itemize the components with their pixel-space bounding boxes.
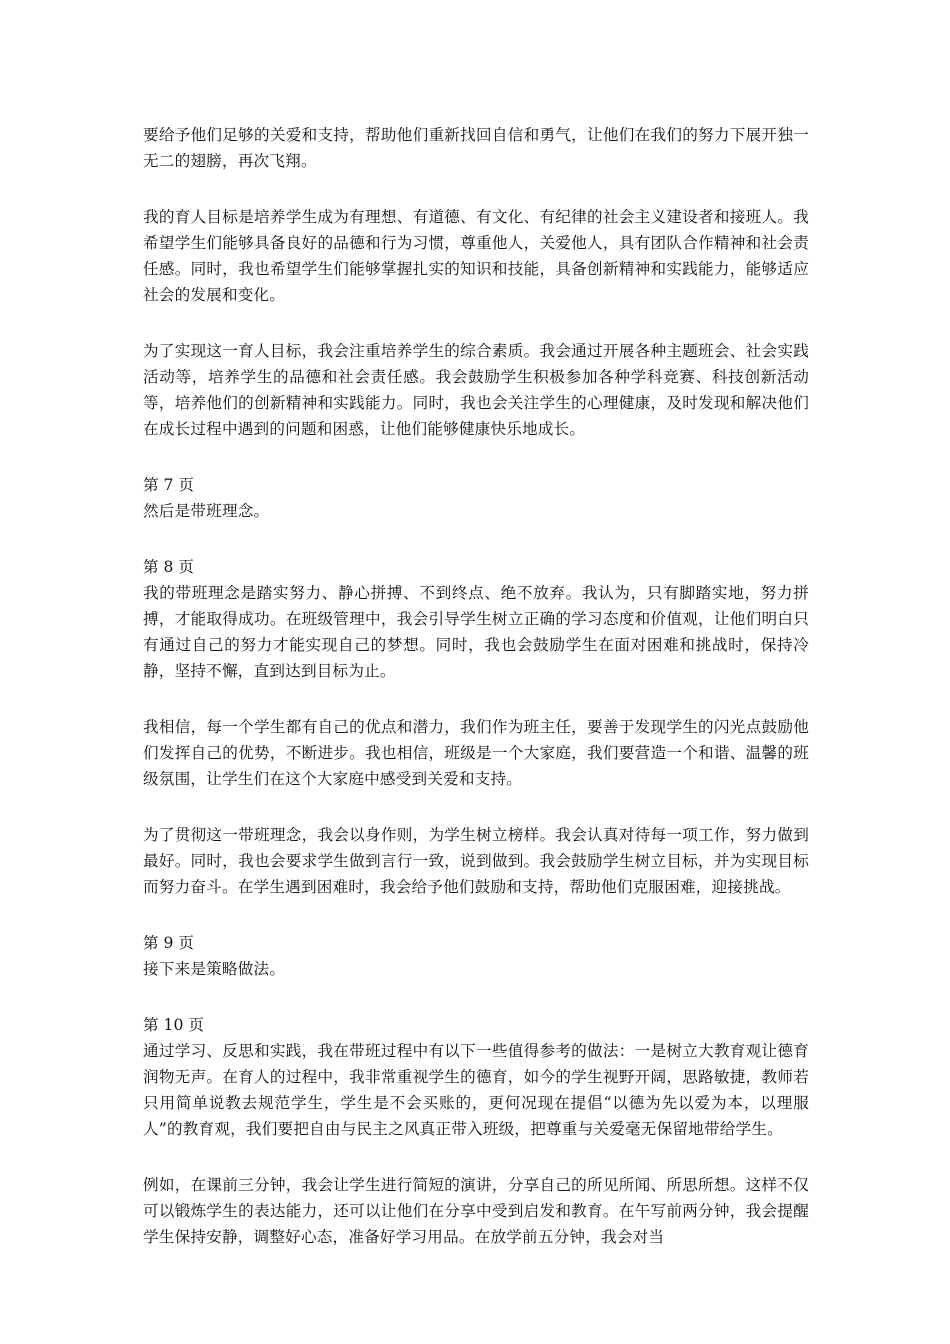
paragraph: 例如，在课前三分钟，我会让学生进行简短的演讲，分享自己的所见所闻、所思所想。这样不仅可以锻炼学生的表达能力，还可以让他们在分享中受到启发和教育。在午写前两分钟，我会提醒学生保持安静，调整好心态，准备好学习用品。在放学前五分钟，我会对当 <box>143 1176 809 1246</box>
paragraph: 为了实现这一育人目标，我会注重培养学生的综合素质。我会通过开展各种主题班会、社会实践活动等，培养学生的品德和社会责任感。我会鼓励学生积极参加各种学科竞赛、科技创新活动等，培养他们的创新精神和实践能力。同时，我也会关注学生的心理健康，及时发现和解决他们在成长过程中遇到的问题和困惑，让他们能够健康快乐地成长。 <box>143 342 809 438</box>
paragraph: 接下来是策略做法。 <box>143 960 286 978</box>
page-number-label: 第 8 页 <box>143 558 195 576</box>
paragraph-block <box>143 822 809 900</box>
page-section-10 <box>143 1012 809 1142</box>
page-number-label: 第 9 页 <box>143 934 195 952</box>
paragraph-block <box>143 204 809 308</box>
page-section-7 <box>143 472 809 524</box>
paragraph: 为了贯彻这一带班理念，我会以身作则，为学生树立榜样。我会认真对待每一项工作，努力做到最好。同时，我也会要求学生做到言行一致，说到做到。我会鼓励学生树立目标，并为实现目标而努力奋斗。在学生遇到困难时，我会给予他们鼓励和支持，帮助他们克服困难，迎接挑战。 <box>143 826 809 896</box>
page-section-8 <box>143 554 809 684</box>
page-number-label: 第 10 页 <box>143 1016 204 1034</box>
document-page <box>143 122 809 1280</box>
paragraph: 我的带班理念是踏实努力、静心拼搏、不到终点、绝不放弃。我认为，只有脚踏实地，努力拼搏，才能取得成功。在班级管理中，我会引导学生树立正确的学习态度和价值观，让他们明白只有通过自己的努力才能实现自己的梦想。同时，我也会鼓励学生在面对困难和挑战时，保持冷静，坚持不懈，直到达到目标为止。 <box>143 584 809 680</box>
paragraph-block <box>143 1172 809 1250</box>
paragraph-block <box>143 714 809 792</box>
paragraph-block <box>143 338 809 442</box>
page-number-label: 第 7 页 <box>143 476 195 494</box>
paragraph: 要给予他们足够的关爱和支持，帮助他们重新找回自信和勇气，让他们在我们的努力下展开独一无二的翅膀，再次飞翔。 <box>143 126 809 170</box>
page-section-9 <box>143 930 809 982</box>
paragraph: 我的育人目标是培养学生成为有理想、有道德、有文化、有纪律的社会主义建设者和接班人。我希望学生们能够具备良好的品德和行为习惯，尊重他人，关爱他人，具有团队合作精神和社会责任感。同时，我也希望学生们能够掌握扎实的知识和技能，具备创新精神和实践能力，能够适应社会的发展和变化。 <box>143 208 809 304</box>
paragraph-block <box>143 122 809 174</box>
paragraph: 我相信，每一个学生都有自己的优点和潜力，我们作为班主任，要善于发现学生的闪光点鼓励他们发挥自己的优势，不断进步。我也相信，班级是一个大家庭，我们要营造一个和谐、温馨的班级氛围，让学生们在这个大家庭中感受到关爱和支持。 <box>143 718 809 788</box>
paragraph: 然后是带班理念。 <box>143 502 270 520</box>
paragraph: 通过学习、反思和实践，我在带班过程中有以下一些值得参考的做法：一是树立大教育观让德育润物无声。在育人的过程中，我非常重视学生的德育，如今的学生视野开阔，思路敏捷，教师若只用简单说教去规范学生，学生是不会买账的，更何况现在提倡“以德为先以爱为本，以理服人”的教育观，我们要把自由与民主之风真正带入班级，把尊重与关爱毫无保留地带给学生。 <box>143 1042 809 1138</box>
